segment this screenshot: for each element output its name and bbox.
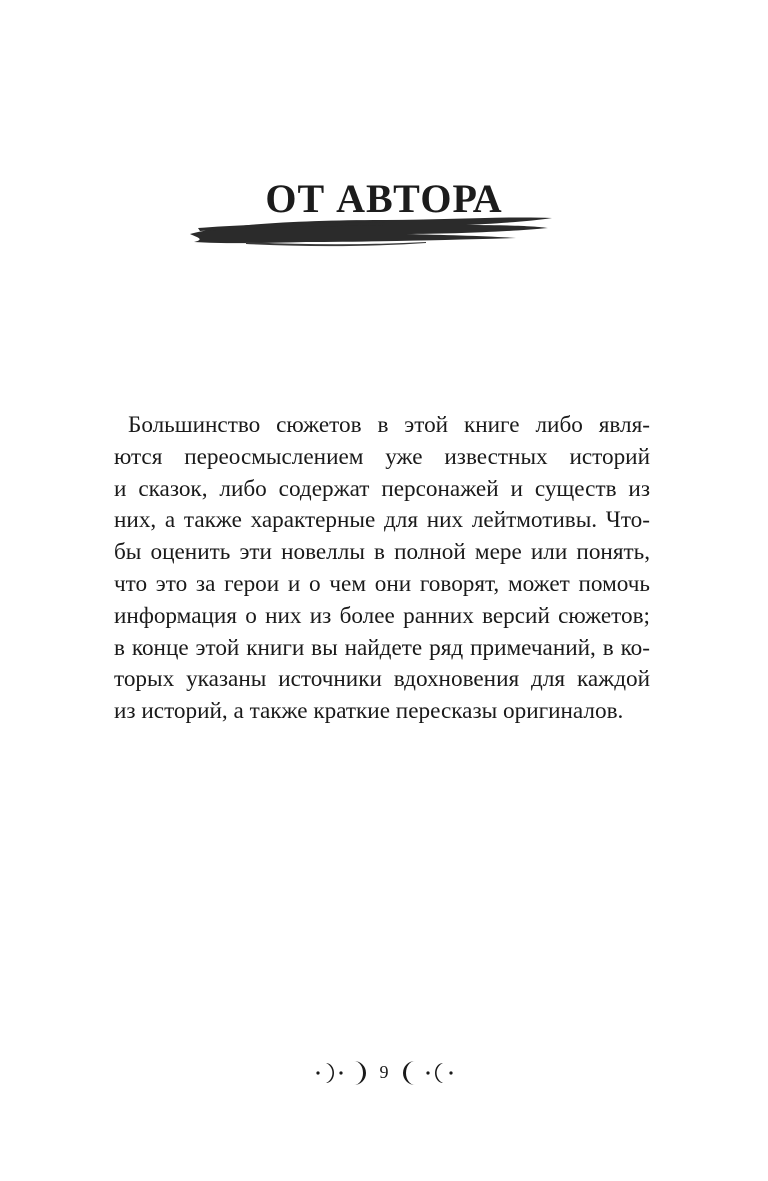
paragraph-line: ются переосмыслением уже известных историй [114,443,650,470]
author-note-paragraph [114,410,650,728]
paragraph-line: бы оценить эти новеллы в полной мере или понять, [114,539,650,566]
paragraph-line: Большинство сюжетов в этой книге либо явля- [128,412,650,438]
page-number: 9 [379,1061,389,1082]
crescent-moons-waning-icon [393,1057,455,1087]
paragraph-line: и сказок, либо содержат персонажей и существ из [114,475,650,502]
paragraph-line: них, а также характерные для них лейтмотивы. Что- [114,507,650,534]
brush-stroke-divider [186,212,556,248]
chapter-heading: ОТ АВТОРА [265,175,503,221]
paragraph-line: торых указаны источники вдохновения для каждой [114,666,650,693]
paragraph-line: информация о них из более ранних версий сюжетов; [114,602,650,629]
paragraph-line: из историй, а также краткие пересказы оригиналов. [114,698,624,725]
crescent-moons-waxing-icon [314,1057,376,1087]
page-footer [0,1052,768,1092]
paragraph-line: в конце этой книги вы найдете ряд примечаний, в ко- [114,634,650,661]
paragraph-line: что это за герои и о чем они говорят, может помочь [114,570,650,597]
